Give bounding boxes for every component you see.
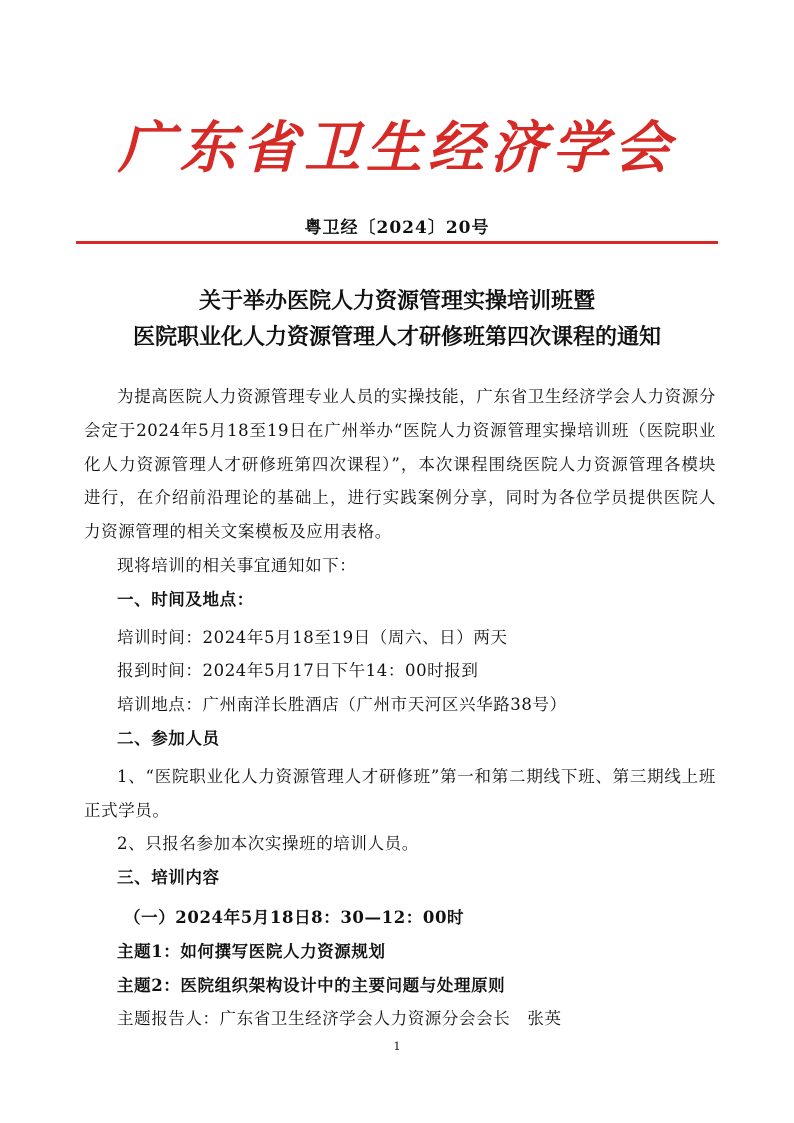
- page-number: 1: [393, 1040, 401, 1053]
- masthead-title: 广东省卫生经济学会: [118, 115, 676, 181]
- topic-2: 主题2：医院组织架构设计中的主要问题与处理原则: [117, 975, 506, 995]
- topic-1: 主题1：如何撰写医院人力资源规划: [117, 941, 386, 961]
- session-1-heading: （一）2024年5月18日8：30—12：00时: [124, 907, 465, 927]
- title-line-1: 关于举办医院人力资源管理实操培训班暨: [198, 288, 595, 314]
- training-time: 培训时间：2024年5月18至19日（周六、日）两天: [117, 627, 508, 647]
- participants-item-1: 1、“医院职业化人力资源管理人才研修班”第一和第二期线下班、第三期线上班正式学员。: [84, 766, 716, 820]
- section-heading-content: 三、培训内容: [117, 868, 220, 888]
- notice-lead-paragraph: 现将培训的相关事宜通知如下：: [117, 555, 357, 575]
- notice-body: [84, 380, 716, 1036]
- title-line-2: 医院职业化人力资源管理人才研修班第四次课程的通知: [132, 324, 661, 350]
- speaker-line: 主题报告人：广东省卫生经济学会人力资源分会会长 张英: [117, 1009, 562, 1029]
- section-heading-time-location: 一、时间及地点：: [117, 589, 254, 609]
- red-divider-line: [76, 241, 718, 244]
- notice-title: [0, 283, 794, 355]
- checkin-time: 报到时间：2024年5月17日下午14：00时报到: [117, 661, 479, 681]
- section-heading-participants: 二、参加人员: [117, 728, 220, 748]
- participants-item-2: 2、只报名参加本次实操班的培训人员。: [117, 834, 419, 854]
- intro-paragraph: 为提高医院人力资源管理专业人员的实操技能，广东省卫生经济学会人力资源分会定于2024年5月18至19日在广州举办“医院人力资源管理实操培训班（医院职业化人力资源管理人才研修班第四次课程）”，本次课程围绕医院人力资源管理各模块进行，在介绍前沿理论的基础上，进行实践案例分享，同时为各位学员提供医院人力资源管理的相关文案模板及应用表格。: [84, 387, 716, 542]
- document-number: 粤卫经〔2024〕20号: [304, 218, 490, 238]
- training-location: 培训地点：广州南洋长胜酒店（广州市天河区兴华路38号）: [117, 695, 567, 715]
